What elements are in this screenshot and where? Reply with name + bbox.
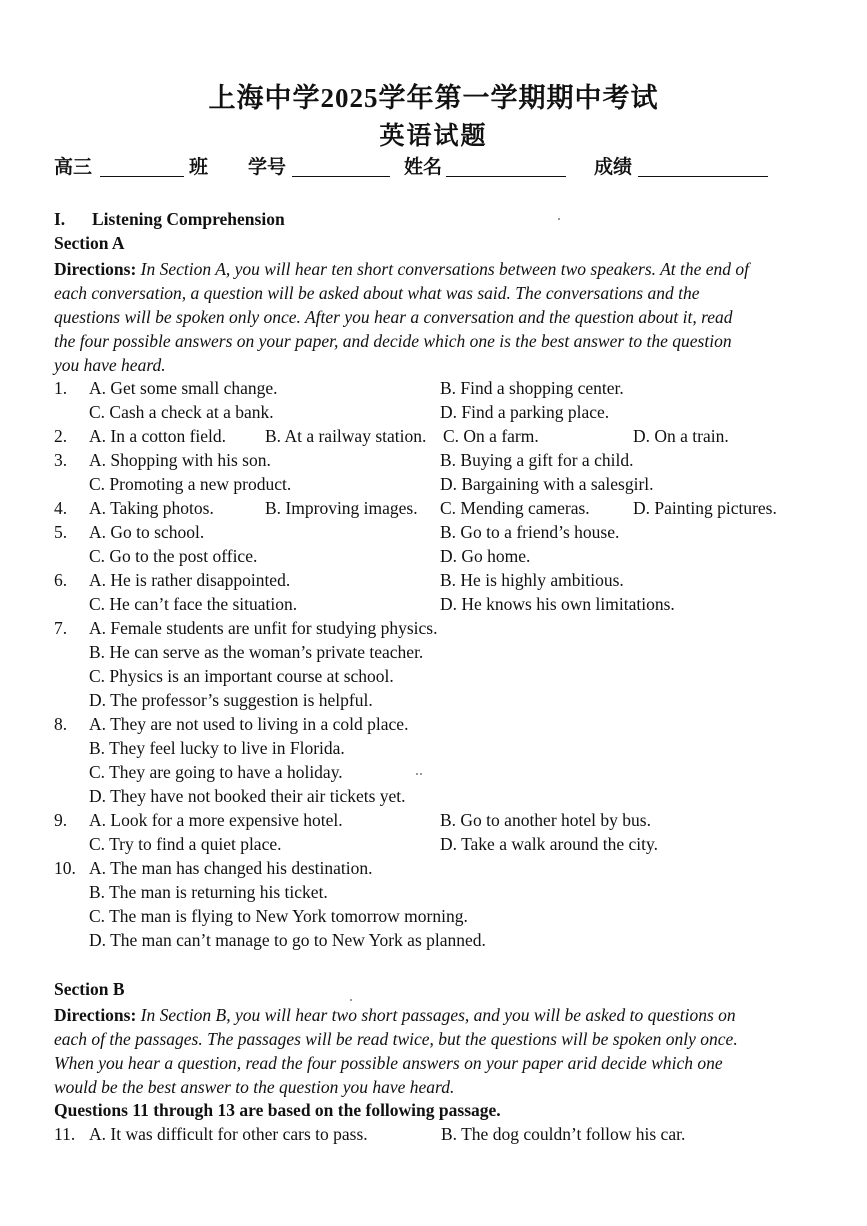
option-a: A. He is rather disappointed.: [89, 570, 291, 590]
student-id-blank[interactable]: [292, 176, 390, 177]
directions-line: you have heard.: [54, 355, 166, 375]
scan-speck: [420, 773, 422, 775]
question-number: 2.: [54, 426, 68, 446]
student-id-label: 学号: [248, 157, 287, 178]
score-label: 成绩: [594, 157, 633, 178]
directions-label: Directions:: [54, 259, 137, 279]
option-d: D. Bargaining with a salesgirl.: [440, 474, 654, 494]
option-d: D. He knows his own limitations.: [440, 594, 675, 614]
directions-line: each of the passages. The passages will be read twice, but the questions will be spoken only once.: [54, 1029, 738, 1049]
exam-title: 上海中学2025学年第一学期期中考试: [208, 83, 659, 113]
option-a: A. Shopping with his son.: [89, 450, 271, 470]
option-d: D. On a train.: [633, 426, 729, 446]
option-b: B. He is highly ambitious.: [440, 570, 624, 590]
option-a: A. Go to school.: [89, 522, 205, 542]
question-number: 1.: [54, 378, 68, 398]
option-b: B. The man is returning his ticket.: [89, 882, 328, 902]
option-b: B. Find a shopping center.: [440, 378, 624, 398]
passage-note: Questions 11 through 13 are based on the following passage.: [54, 1100, 501, 1120]
question-number: 6.: [54, 570, 68, 590]
name-blank[interactable]: [446, 176, 566, 177]
option-c: C. Try to find a quiet place.: [89, 834, 282, 854]
question-number: 8.: [54, 714, 68, 734]
question-number: 10.: [54, 858, 76, 878]
option-a: A. The man has changed his destination.: [89, 858, 373, 878]
name-label: 姓名: [404, 157, 443, 178]
option-b: B. At a railway station.: [265, 426, 427, 446]
option-b: B. Go to a friend’s house.: [440, 522, 620, 542]
part-heading: Listening Comprehension: [92, 209, 285, 229]
option-a: A. In a cotton field.: [89, 426, 227, 446]
exam-subtitle: 英语试题: [379, 123, 488, 150]
option-d: D. Take a walk around the city.: [440, 834, 658, 854]
directions-label: Directions:: [54, 1005, 137, 1025]
directions-line: In Section B, you will hear two short passages, and you will be asked to questions on: [140, 1005, 736, 1025]
option-d: D. Go home.: [440, 546, 531, 566]
option-b: B. Go to another hotel by bus.: [440, 810, 651, 830]
option-a: A. Look for a more expensive hotel.: [89, 810, 343, 830]
part-number: I.: [54, 209, 66, 229]
directions-line: In Section A, you will hear ten short conversations between two speakers. At the end of: [140, 259, 750, 279]
scan-speck: [416, 773, 418, 775]
directions-line: would be the best answer to the question you have heard.: [54, 1077, 455, 1097]
option-c: C. Promoting a new product.: [89, 474, 292, 494]
directions-line: When you hear a question, read the four possible answers on your paper arid decide which one: [54, 1053, 723, 1073]
question-number: 4.: [54, 498, 68, 518]
option-b: B. They feel lucky to live in Florida.: [89, 738, 345, 758]
option-b: B. Buying a gift for a child.: [440, 450, 634, 470]
class-blank[interactable]: [100, 176, 184, 177]
option-c: C. They are going to have a holiday.: [89, 762, 343, 782]
score-blank[interactable]: [638, 176, 768, 177]
directions-line: questions will be spoken only once. After you hear a conversation and the question about it, read: [54, 307, 733, 327]
class-label: 班: [189, 157, 209, 178]
option-a: A. Get some small change.: [89, 378, 278, 398]
option-a: A. They are not used to living in a cold place.: [89, 714, 409, 734]
option-c: C. Go to the post office.: [89, 546, 258, 566]
section-a-directions: [54, 257, 826, 377]
option-d: D. The professor’s suggestion is helpful.: [89, 690, 373, 710]
question-number: 7.: [54, 618, 68, 638]
question-number: 5.: [54, 522, 68, 542]
option-d: D. The man can’t manage to go to New York as planned.: [89, 930, 486, 950]
grade-label: 高三: [54, 157, 93, 178]
scan-speck: [350, 999, 352, 1001]
question-number: 11.: [54, 1124, 76, 1144]
option-c: C. Mending cameras.: [440, 498, 590, 518]
question-number: 3.: [54, 450, 68, 470]
option-a: A. It was difficult for other cars to pass.: [89, 1124, 368, 1144]
section-b-title: Section B: [54, 979, 125, 999]
option-c: C. On a farm.: [443, 426, 539, 446]
option-a: A. Female students are unfit for studying physics.: [89, 618, 438, 638]
question-number: 9.: [54, 810, 68, 830]
option-c: C. The man is flying to New York tomorrow morning.: [89, 906, 468, 926]
option-d: D. Find a parking place.: [440, 402, 610, 422]
option-d: D. They have not booked their air tickets yet.: [89, 786, 406, 806]
option-c: C. He can’t face the situation.: [89, 594, 298, 614]
option-b: B. He can serve as the woman’s private teacher.: [89, 642, 424, 662]
option-a: A. Taking photos.: [89, 498, 214, 518]
section-b-directions: [54, 1003, 826, 1099]
directions-line: the four possible answers on your paper, and decide which one is the best answer to the question: [54, 331, 732, 351]
option-b: B. The dog couldn’t follow his car.: [441, 1124, 686, 1144]
option-d: D. Painting pictures.: [633, 498, 777, 518]
option-b: B. Improving images.: [265, 498, 418, 518]
scan-speck: [558, 218, 560, 220]
option-c: C. Cash a check at a bank.: [89, 402, 274, 422]
section-a-title: Section A: [54, 233, 125, 253]
directions-line: each conversation, a question will be asked about what was said. The conversations and the: [54, 283, 700, 303]
option-c: C. Physics is an important course at school.: [89, 666, 394, 686]
